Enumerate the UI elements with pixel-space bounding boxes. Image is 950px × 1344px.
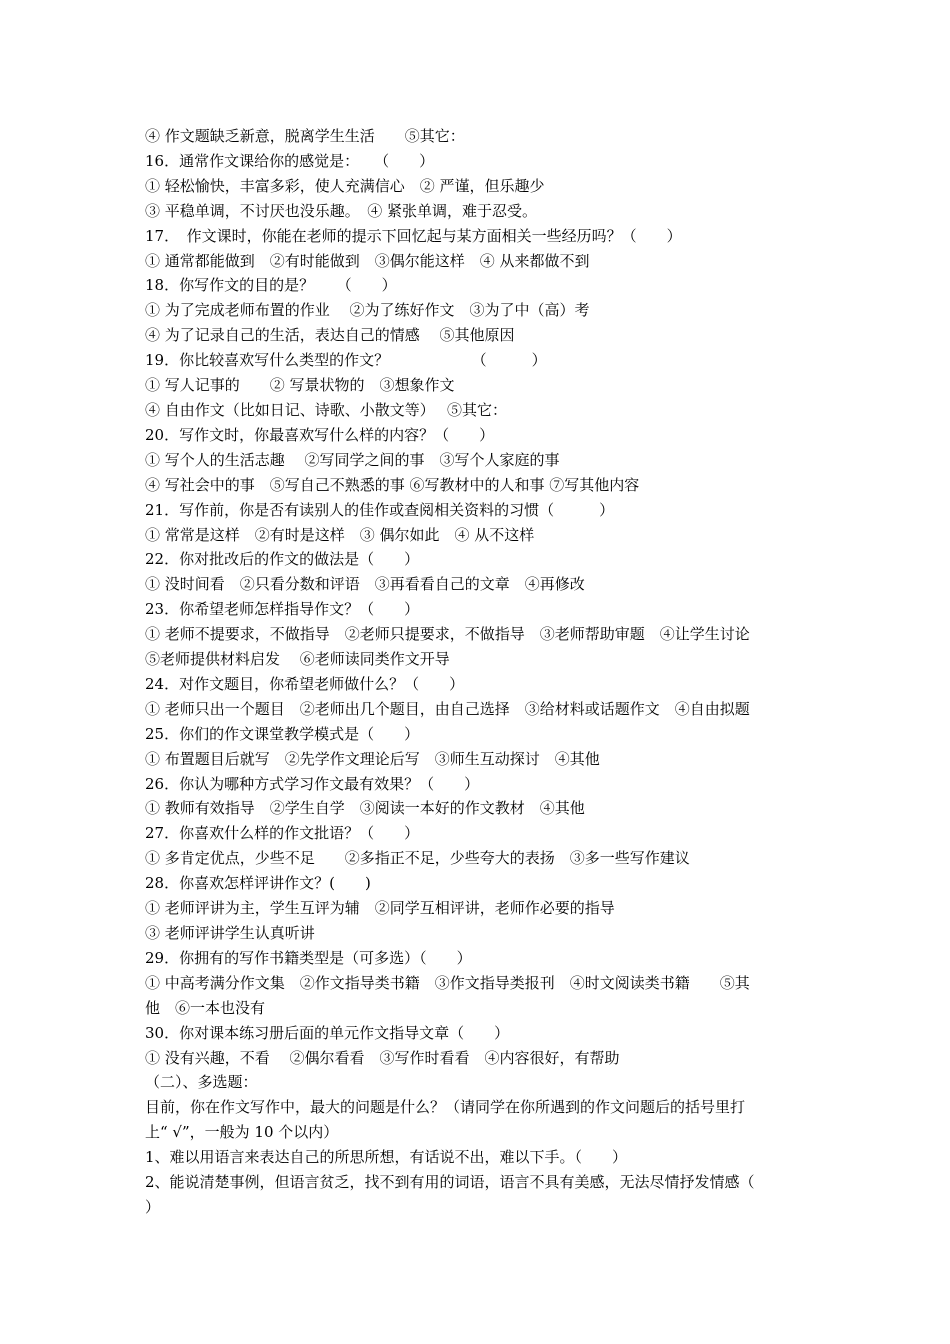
instruction-line: 目前，你在作文写作中，最大的问题是什么？（请同学在你所遇到的作文问题后的括号里打	[145, 1098, 746, 1117]
question-25: 25．你们的作文课堂教学模式是（ ）	[145, 724, 420, 743]
multi-choice-item-2: 2、能说清楚事例，但语言贫乏，找不到有用的词语，语言不具有美感，无法尽情抒发情感（	[145, 1173, 755, 1192]
question-30: 30．你对课本练习册后面的单元作文指导文章（ ）	[145, 1023, 510, 1042]
multi-choice-item-1: 1、难以用语言来表达自己的所思所想，有话说不出，难以下手。（ ）	[145, 1148, 628, 1167]
option-line: ③ 老师评讲学生认真听讲	[145, 924, 315, 942]
instruction-line: 上“ √”，一般为 10 个以内）	[145, 1123, 339, 1142]
option-line: ① 写个人的生活志趣 ②写同学之间的事 ③写个人家庭的事	[145, 450, 560, 469]
option-line: ① 教师有效指导 ②学生自学 ③阅读一本好的作文教材 ④其他	[145, 799, 585, 818]
option-line: ③ 平稳单调，不讨厌也没乐趣。 ④ 紧张单调，难于忍受。	[145, 201, 538, 220]
question-21: 21．写作前，你是否有读别人的佳作或查阅相关资料的习惯（ ）	[145, 500, 615, 519]
option-line: ① 没时间看 ②只看分数和评语 ③再看看自己的文章 ④再修改	[145, 575, 585, 594]
question-17: 17． 作文课时，你能在老师的提示下回忆起与某方面相关一些经历吗？（ ）	[145, 226, 682, 245]
question-27: 27．你喜欢什么样的作文批语？（ ）	[145, 824, 420, 843]
question-29: 29．你拥有的写作书籍类型是（可多选）（ ）	[145, 948, 472, 967]
option-line: ① 中高考满分作文集 ②作文指导类书籍 ③作文指导类报刊 ④时文阅读类书籍 ⑤其	[145, 973, 750, 992]
option-line: ① 写人记事的 ② 写景状物的 ③想象作文	[145, 376, 455, 395]
question-18: 18．你写作文的目的是？ （ ）	[145, 276, 397, 295]
option-line: ④ 写社会中的事 ⑤写自己不熟悉的事 ⑥写教材中的人和事 ⑦写其他内容	[145, 475, 640, 494]
option-line: ① 为了完成老师布置的作业 ②为了练好作文 ③为了中（高）考	[145, 301, 590, 320]
option-line: ① 轻松愉快，丰富多彩，使人充满信心 ② 严谨，但乐趣少	[145, 176, 545, 195]
option-line: ④ 为了记录自己的生活，表达自己的情感 ⑤其他原因	[145, 326, 515, 345]
section-heading: （二）、多选题：	[145, 1073, 258, 1092]
option-line: ① 通常都能做到 ②有时能做到 ③偶尔能这样 ④ 从来都做不到	[145, 251, 590, 270]
option-line: ① 常常是这样 ②有时是这样 ③ 偶尔如此 ④ 从不这样	[145, 525, 535, 544]
question-24: 24．对作文题目，你希望老师做什么？（ ）	[145, 674, 465, 693]
multi-choice-item-2-cont: ）	[145, 1197, 161, 1216]
option-line: ④ 作文题缺乏新意，脱离学生生活 ⑤其它：	[145, 127, 465, 145]
option-line: ① 老师不提要求，不做指导 ②老师只提要求，不做指导 ③老师帮助审题 ④让学生讨论	[145, 625, 750, 644]
question-22: 22．你对批改后的作文的做法是（ ）	[145, 550, 420, 569]
question-26: 26．你认为哪种方式学习作文最有效果？（ ）	[145, 774, 480, 793]
option-line: 他 ⑥一本也没有	[145, 998, 266, 1017]
question-20: 20．写作文时，你最喜欢写什么样的内容？（ ）	[145, 425, 495, 444]
option-line: ⑤老师提供材料启发 ⑥老师读同类作文开导	[145, 650, 450, 669]
question-23: 23．你希望老师怎样指导作文？（ ）	[145, 600, 420, 619]
option-line: ④ 自由作文（比如日记、诗歌、小散文等） ⑤其它：	[145, 400, 508, 419]
document-page	[145, 124, 815, 1220]
question-16: 16．通常作文课给你的感觉是： （ ）	[145, 151, 435, 170]
option-line: ① 没有兴趣，不看 ②偶尔看看 ③写作时看看 ④内容很好，有帮助	[145, 1048, 620, 1067]
option-line: ① 布置题目后就写 ②先学作文理论后写 ③师生互动探讨 ④其他	[145, 749, 600, 768]
question-28: 28．你喜欢怎样评讲作文？( )	[145, 874, 371, 893]
option-line: ① 老师只出一个题目 ②老师出几个题目，由自己选择 ③给材料或话题作文 ④自由拟题	[145, 699, 750, 718]
question-19: 19．你比较喜欢写什么类型的作文？ （ ）	[145, 351, 547, 370]
option-line: ① 老师评讲为主，学生互评为辅 ②同学互相评讲，老师作必要的指导	[145, 899, 615, 918]
option-line: ① 多肯定优点，少些不足 ②多指正不足，少些夸大的表扬 ③多一些写作建议	[145, 849, 690, 868]
